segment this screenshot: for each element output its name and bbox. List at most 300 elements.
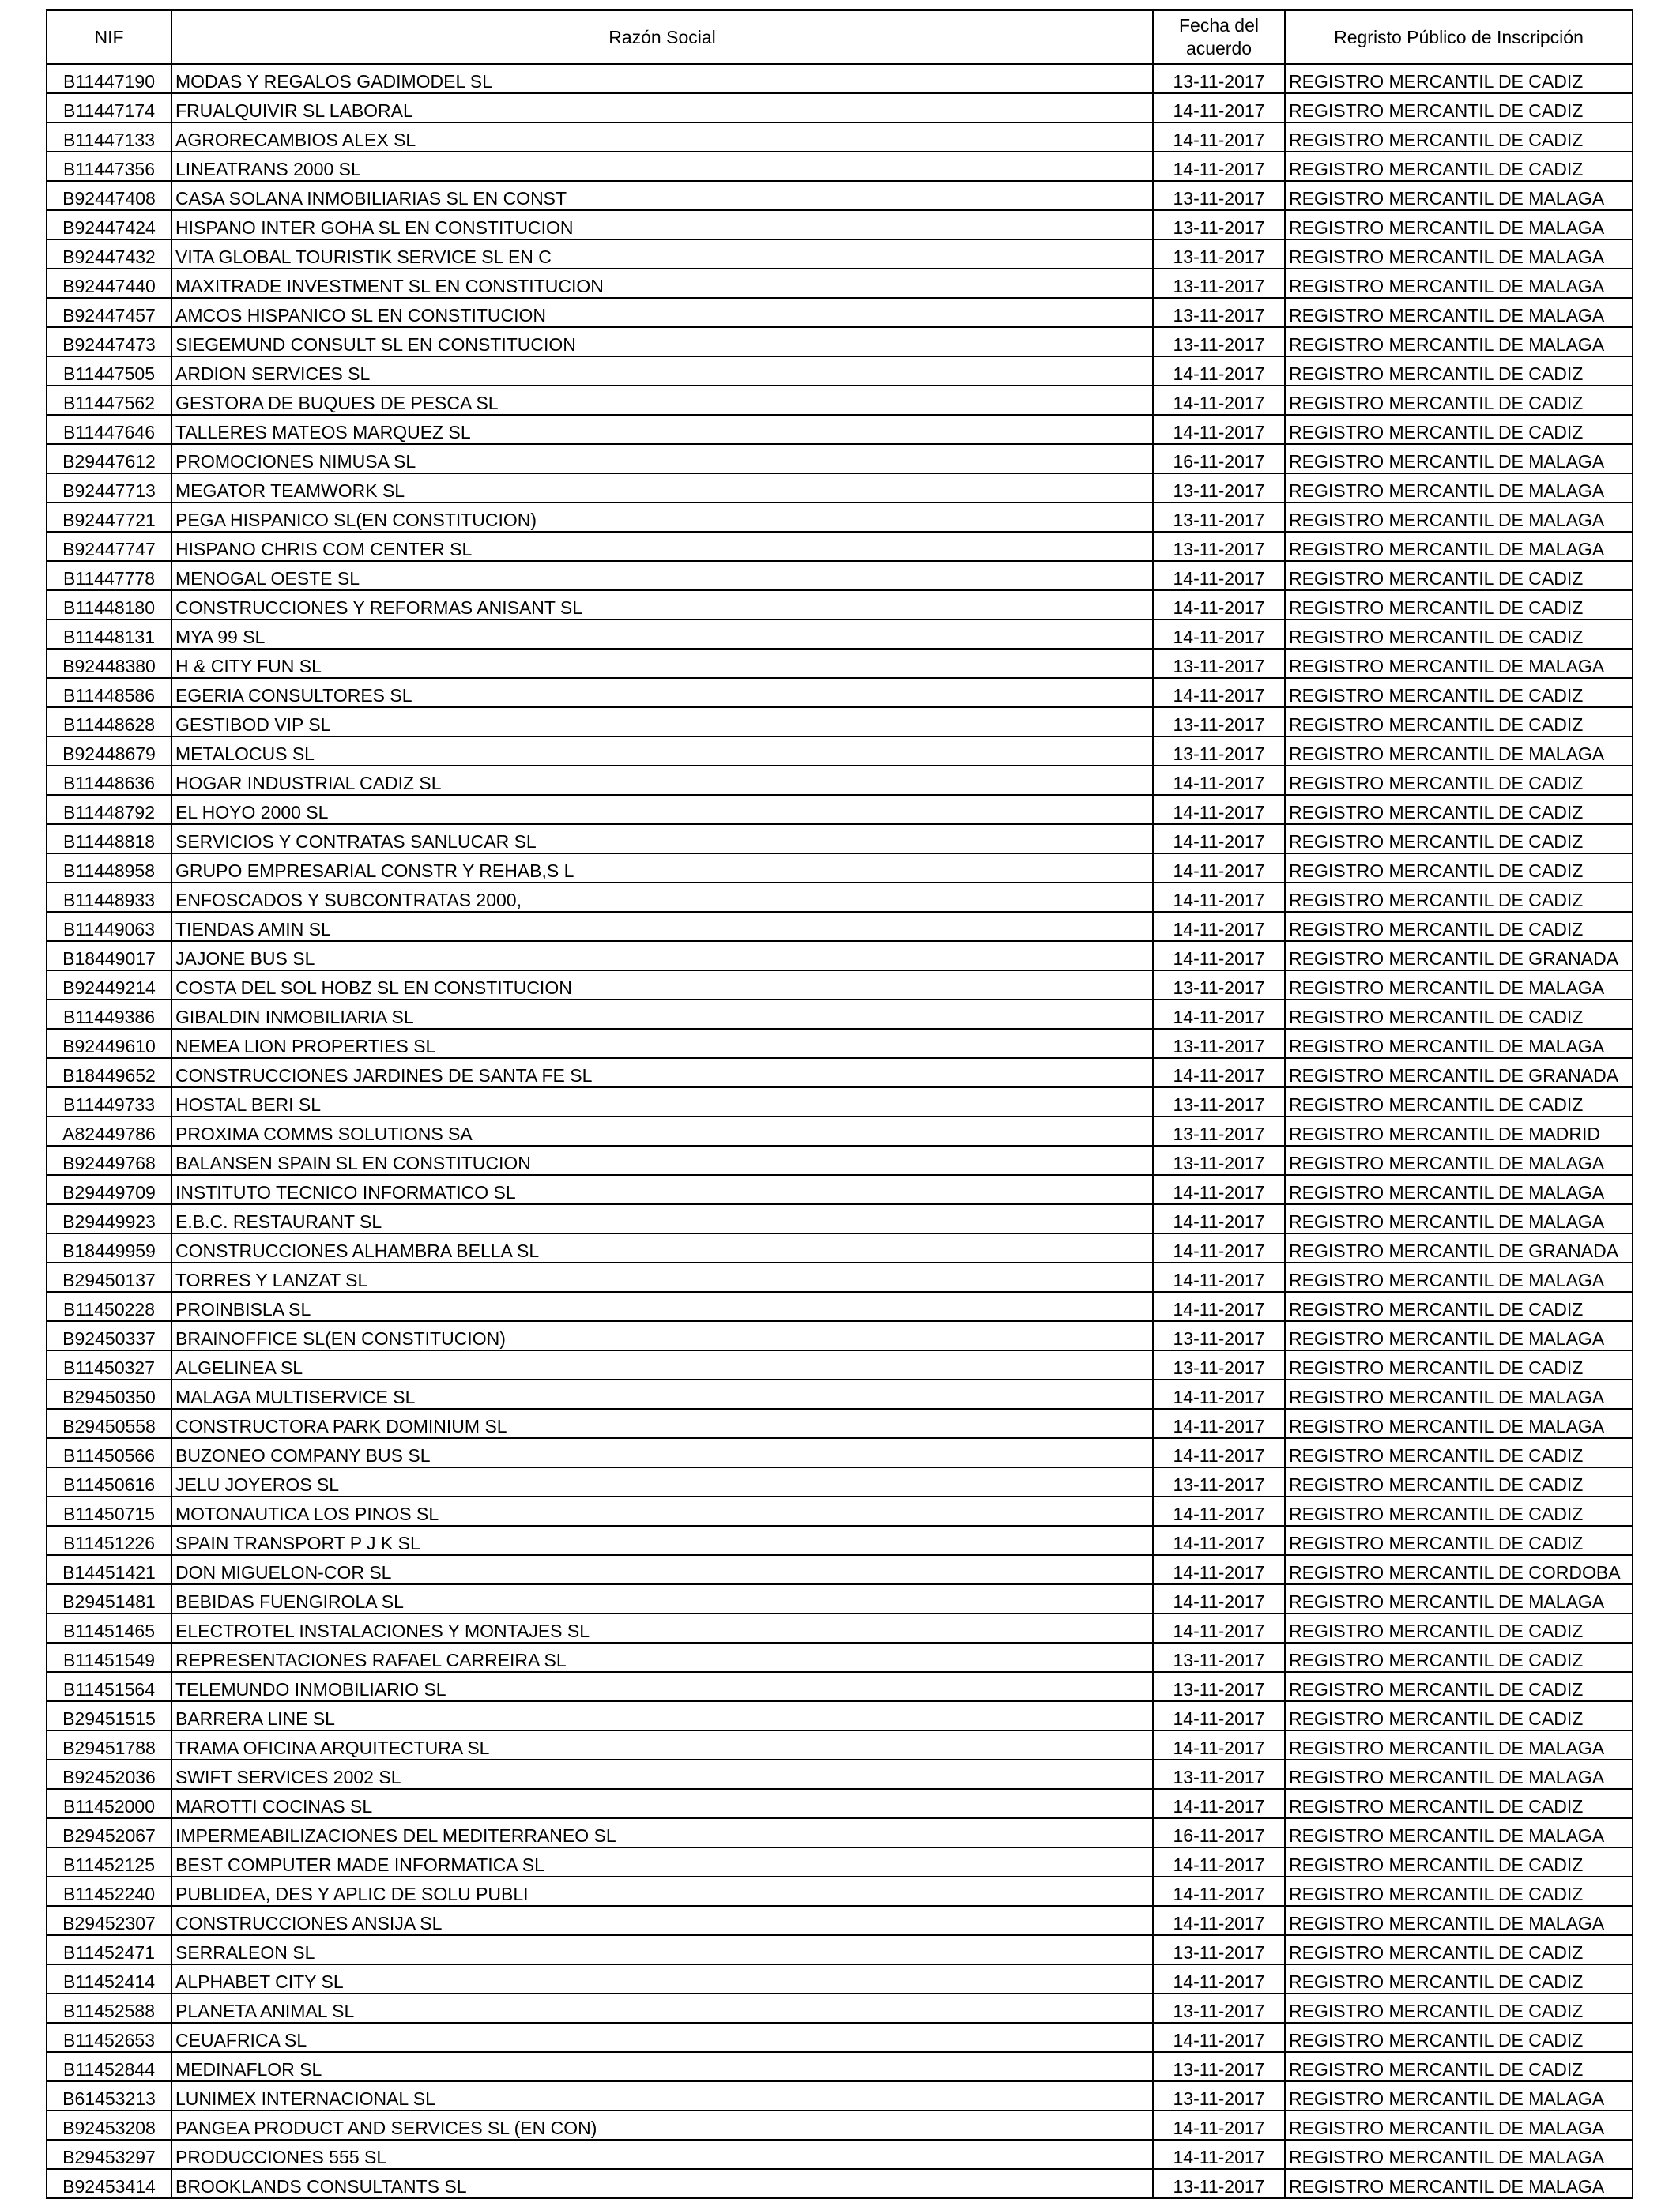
razon-social-cell: PANGEA PRODUCT AND SERVICES SL (EN CON) — [171, 2111, 1153, 2140]
table-row — [47, 444, 1633, 473]
fecha-cell: 14-11-2017 — [1153, 1438, 1285, 1467]
fecha-cell: 13-11-2017 — [1153, 298, 1285, 327]
razon-social-cell: CONSTRUCCIONES Y REFORMAS ANISANT SL — [171, 590, 1153, 619]
razon-social-cell: SERRALEON SL — [171, 1935, 1153, 1964]
fecha-cell: 14-11-2017 — [1153, 912, 1285, 941]
fecha-cell: 13-11-2017 — [1153, 736, 1285, 766]
registro-cell: REGISTRO MERCANTIL DE MALAGA — [1285, 532, 1633, 561]
razon-social-cell: DON MIGUELON-COR SL — [171, 1555, 1153, 1584]
nif-cell: B29450350 — [47, 1380, 171, 1409]
razon-social-cell: NEMEA LION PROPERTIES SL — [171, 1029, 1153, 1058]
header-fecha — [1153, 10, 1285, 64]
nif-cell: B11447174 — [47, 93, 171, 122]
table-row — [47, 1263, 1633, 1292]
fecha-cell: 13-11-2017 — [1153, 1116, 1285, 1146]
nif-cell: B92447721 — [47, 503, 171, 532]
table-row — [47, 1643, 1633, 1672]
fecha-cell: 13-11-2017 — [1153, 1935, 1285, 1964]
registro-cell: REGISTRO MERCANTIL DE MADRID — [1285, 1116, 1633, 1146]
table-row — [47, 766, 1633, 795]
table-row — [47, 1000, 1633, 1029]
table-row — [47, 1292, 1633, 1321]
registro-cell: REGISTRO MERCANTIL DE MALAGA — [1285, 269, 1633, 298]
table-row — [47, 824, 1633, 853]
nif-cell: B11450715 — [47, 1497, 171, 1526]
table-row — [47, 356, 1633, 386]
table-row — [47, 1029, 1633, 1058]
nif-cell: B29447612 — [47, 444, 171, 473]
registro-cell: REGISTRO MERCANTIL DE CADIZ — [1285, 824, 1633, 853]
razon-social-cell: CONSTRUCCIONES ANSIJA SL — [171, 1906, 1153, 1935]
fecha-cell: 14-11-2017 — [1153, 1233, 1285, 1263]
nif-cell: B11449386 — [47, 1000, 171, 1029]
table-row — [47, 707, 1633, 736]
registro-cell: REGISTRO MERCANTIL DE CADIZ — [1285, 1847, 1633, 1877]
table-row — [47, 2111, 1633, 2140]
razon-social-cell: PROMOCIONES NIMUSA SL — [171, 444, 1153, 473]
fecha-cell: 14-11-2017 — [1153, 678, 1285, 707]
table-row — [47, 649, 1633, 678]
nif-cell: B61453213 — [47, 2081, 171, 2111]
registro-cell: REGISTRO MERCANTIL DE CADIZ — [1285, 415, 1633, 444]
table-row — [47, 1497, 1633, 1526]
nif-cell: B11452844 — [47, 2052, 171, 2081]
table-row — [47, 1116, 1633, 1146]
razon-social-cell: BRAINOFFICE SL(EN CONSTITUCION) — [171, 1321, 1153, 1350]
registro-cell: REGISTRO MERCANTIL DE MALAGA — [1285, 298, 1633, 327]
fecha-cell: 14-11-2017 — [1153, 2023, 1285, 2052]
table-row — [47, 736, 1633, 766]
razon-social-cell: MODAS Y REGALOS GADIMODEL SL — [171, 64, 1153, 93]
razon-social-cell: GESTIBOD VIP SL — [171, 707, 1153, 736]
fecha-cell: 14-11-2017 — [1153, 1701, 1285, 1730]
registro-cell: REGISTRO MERCANTIL DE MALAGA — [1285, 1204, 1633, 1233]
header-razon-social: Razón Social — [171, 10, 1153, 64]
fecha-cell: 13-11-2017 — [1153, 2169, 1285, 2198]
nif-cell: B92452036 — [47, 1760, 171, 1789]
table-row — [47, 181, 1633, 210]
nif-cell: B11451564 — [47, 1672, 171, 1701]
registro-cell: REGISTRO MERCANTIL DE GRANADA — [1285, 941, 1633, 970]
nif-cell: B11452000 — [47, 1789, 171, 1818]
nif-cell: B29452307 — [47, 1906, 171, 1935]
fecha-cell: 13-11-2017 — [1153, 210, 1285, 239]
razon-social-cell: CONSTRUCCIONES JARDINES DE SANTA FE SL — [171, 1058, 1153, 1087]
nif-cell: B92453208 — [47, 2111, 171, 2140]
fecha-cell: 14-11-2017 — [1153, 1613, 1285, 1643]
fecha-cell: 13-11-2017 — [1153, 1467, 1285, 1497]
razon-social-cell: PRODUCCIONES 555 SL — [171, 2140, 1153, 2169]
registro-cell: REGISTRO MERCANTIL DE CADIZ — [1285, 1994, 1633, 2023]
nif-cell: B92447424 — [47, 210, 171, 239]
registro-cell: REGISTRO MERCANTIL DE CADIZ — [1285, 356, 1633, 386]
razon-social-cell: E.B.C. RESTAURANT SL — [171, 1204, 1153, 1233]
razon-social-cell: FRUALQUIVIR SL LABORAL — [171, 93, 1153, 122]
registro-cell: REGISTRO MERCANTIL DE CADIZ — [1285, 1000, 1633, 1029]
table-row — [47, 1906, 1633, 1935]
nif-cell: B11447646 — [47, 415, 171, 444]
razon-social-cell: CASA SOLANA INMOBILIARIAS SL EN CONST — [171, 181, 1153, 210]
table-row — [47, 1409, 1633, 1438]
registro-cell: REGISTRO MERCANTIL DE CADIZ — [1285, 64, 1633, 93]
fecha-cell: 14-11-2017 — [1153, 93, 1285, 122]
nif-cell: B29451788 — [47, 1730, 171, 1760]
registro-cell: REGISTRO MERCANTIL DE MALAGA — [1285, 1584, 1633, 1613]
registro-cell: REGISTRO MERCANTIL DE MALAGA — [1285, 2081, 1633, 2111]
table-row — [47, 2140, 1633, 2169]
razon-social-cell: PLANETA ANIMAL SL — [171, 1994, 1153, 2023]
registro-cell: REGISTRO MERCANTIL DE MALAGA — [1285, 649, 1633, 678]
nif-cell: B11448131 — [47, 619, 171, 649]
table-row — [47, 503, 1633, 532]
fecha-cell: 14-11-2017 — [1153, 1526, 1285, 1555]
table-row — [47, 1555, 1633, 1584]
razon-social-cell: GRUPO EMPRESARIAL CONSTR Y REHAB,S L — [171, 853, 1153, 883]
registro-cell: REGISTRO MERCANTIL DE MALAGA — [1285, 1321, 1633, 1350]
razon-social-cell: MEDINAFLOR SL — [171, 2052, 1153, 2081]
razon-social-cell: JAJONE BUS SL — [171, 941, 1153, 970]
nif-cell: B11451226 — [47, 1526, 171, 1555]
fecha-cell: 14-11-2017 — [1153, 883, 1285, 912]
fecha-cell: 14-11-2017 — [1153, 1906, 1285, 1935]
table-row — [47, 2081, 1633, 2111]
nif-cell: B11447133 — [47, 122, 171, 152]
fecha-cell: 13-11-2017 — [1153, 1643, 1285, 1672]
razon-social-cell: HISPANO INTER GOHA SL EN CONSTITUCION — [171, 210, 1153, 239]
header-fecha-label: Fecha del acuerdo — [1178, 15, 1259, 58]
registro-cell: REGISTRO MERCANTIL DE CADIZ — [1285, 853, 1633, 883]
nif-cell: B29452067 — [47, 1818, 171, 1847]
nif-cell: A82449786 — [47, 1116, 171, 1146]
fecha-cell: 14-11-2017 — [1153, 1380, 1285, 1409]
nif-cell: B92448380 — [47, 649, 171, 678]
table-row — [47, 327, 1633, 356]
nif-cell: B11448818 — [47, 824, 171, 853]
table-row — [47, 1087, 1633, 1116]
nif-cell: B18449959 — [47, 1233, 171, 1263]
table-row — [47, 152, 1633, 181]
table-row — [47, 1847, 1633, 1877]
table-row — [47, 1672, 1633, 1701]
registro-cell: REGISTRO MERCANTIL DE CADIZ — [1285, 590, 1633, 619]
table-row — [47, 1730, 1633, 1760]
registry-table — [46, 9, 1633, 2199]
fecha-cell: 14-11-2017 — [1153, 1058, 1285, 1087]
razon-social-cell: ALPHABET CITY SL — [171, 1964, 1153, 1994]
table-row — [47, 853, 1633, 883]
table-row — [47, 1584, 1633, 1613]
table-row — [47, 1204, 1633, 1233]
table-row — [47, 1321, 1633, 1350]
fecha-cell: 13-11-2017 — [1153, 532, 1285, 561]
nif-cell: B11450616 — [47, 1467, 171, 1497]
table-row — [47, 912, 1633, 941]
fecha-cell: 13-11-2017 — [1153, 239, 1285, 269]
registro-cell: REGISTRO MERCANTIL DE CADIZ — [1285, 152, 1633, 181]
registro-cell: REGISTRO MERCANTIL DE CADIZ — [1285, 707, 1633, 736]
registro-cell: REGISTRO MERCANTIL DE MALAGA — [1285, 1760, 1633, 1789]
nif-cell: B11450327 — [47, 1350, 171, 1380]
fecha-cell: 14-11-2017 — [1153, 152, 1285, 181]
registro-cell: REGISTRO MERCANTIL DE MALAGA — [1285, 2111, 1633, 2140]
registro-cell: REGISTRO MERCANTIL DE CADIZ — [1285, 1877, 1633, 1906]
table-row — [47, 970, 1633, 1000]
razon-social-cell: ALGELINEA SL — [171, 1350, 1153, 1380]
table-row — [47, 2023, 1633, 2052]
registro-cell: REGISTRO MERCANTIL DE MALAGA — [1285, 1730, 1633, 1760]
razon-social-cell: SIEGEMUND CONSULT SL EN CONSTITUCION — [171, 327, 1153, 356]
razon-social-cell: SWIFT SERVICES 2002 SL — [171, 1760, 1153, 1789]
nif-cell: B11447778 — [47, 561, 171, 590]
fecha-cell: 13-11-2017 — [1153, 707, 1285, 736]
razon-social-cell: HOSTAL BERI SL — [171, 1087, 1153, 1116]
razon-social-cell: HOGAR INDUSTRIAL CADIZ SL — [171, 766, 1153, 795]
table-row — [47, 590, 1633, 619]
registro-cell: REGISTRO MERCANTIL DE CADIZ — [1285, 1613, 1633, 1643]
table-row — [47, 415, 1633, 444]
nif-cell: B11452240 — [47, 1877, 171, 1906]
fecha-cell: 14-11-2017 — [1153, 1497, 1285, 1526]
fecha-cell: 14-11-2017 — [1153, 356, 1285, 386]
table-row — [47, 561, 1633, 590]
fecha-cell: 13-11-2017 — [1153, 1321, 1285, 1350]
nif-cell: B11451549 — [47, 1643, 171, 1672]
nif-cell: B11448628 — [47, 707, 171, 736]
registro-cell: REGISTRO MERCANTIL DE MALAGA — [1285, 1818, 1633, 1847]
nif-cell: B29449923 — [47, 1204, 171, 1233]
table-row — [47, 1175, 1633, 1204]
fecha-cell: 14-11-2017 — [1153, 824, 1285, 853]
nif-cell: B11449063 — [47, 912, 171, 941]
fecha-cell: 14-11-2017 — [1153, 619, 1285, 649]
razon-social-cell: BROOKLANDS CONSULTANTS SL — [171, 2169, 1153, 2198]
registro-cell: REGISTRO MERCANTIL DE CADIZ — [1285, 1672, 1633, 1701]
nif-cell: B29450137 — [47, 1263, 171, 1292]
nif-cell: B11450566 — [47, 1438, 171, 1467]
table-row — [47, 93, 1633, 122]
razon-social-cell: METALOCUS SL — [171, 736, 1153, 766]
fecha-cell: 14-11-2017 — [1153, 1292, 1285, 1321]
fecha-cell: 14-11-2017 — [1153, 795, 1285, 824]
table-row — [47, 1818, 1633, 1847]
fecha-cell: 14-11-2017 — [1153, 561, 1285, 590]
nif-cell: B11447505 — [47, 356, 171, 386]
razon-social-cell: CEUAFRICA SL — [171, 2023, 1153, 2052]
table-row — [47, 1526, 1633, 1555]
table-row — [47, 122, 1633, 152]
fecha-cell: 14-11-2017 — [1153, 1584, 1285, 1613]
registro-cell: REGISTRO MERCANTIL DE MALAGA — [1285, 1146, 1633, 1175]
registro-cell: REGISTRO MERCANTIL DE CADIZ — [1285, 1438, 1633, 1467]
fecha-cell: 13-11-2017 — [1153, 327, 1285, 356]
razon-social-cell: GESTORA DE BUQUES DE PESCA SL — [171, 386, 1153, 415]
nif-cell: B11452653 — [47, 2023, 171, 2052]
fecha-cell: 14-11-2017 — [1153, 1555, 1285, 1584]
fecha-cell: 13-11-2017 — [1153, 1146, 1285, 1175]
table-row — [47, 239, 1633, 269]
nif-cell: B11452125 — [47, 1847, 171, 1877]
fecha-cell: 14-11-2017 — [1153, 1263, 1285, 1292]
registro-cell: REGISTRO MERCANTIL DE GRANADA — [1285, 1233, 1633, 1263]
registro-cell: REGISTRO MERCANTIL DE CADIZ — [1285, 1526, 1633, 1555]
fecha-cell: 14-11-2017 — [1153, 1175, 1285, 1204]
razon-social-cell: BUZONEO COMPANY BUS SL — [171, 1438, 1153, 1467]
fecha-cell: 14-11-2017 — [1153, 853, 1285, 883]
nif-cell: B11448636 — [47, 766, 171, 795]
registro-cell: REGISTRO MERCANTIL DE MALAGA — [1285, 1263, 1633, 1292]
fecha-cell: 13-11-2017 — [1153, 1994, 1285, 2023]
nif-cell: B14451421 — [47, 1555, 171, 1584]
razon-social-cell: MAXITRADE INVESTMENT SL EN CONSTITUCION — [171, 269, 1153, 298]
razon-social-cell: HISPANO CHRIS COM CENTER SL — [171, 532, 1153, 561]
table-row — [47, 1760, 1633, 1789]
registro-cell: REGISTRO MERCANTIL DE MALAGA — [1285, 210, 1633, 239]
table-row — [47, 1350, 1633, 1380]
registro-cell: REGISTRO MERCANTIL DE CADIZ — [1285, 386, 1633, 415]
razon-social-cell: BEBIDAS FUENGIROLA SL — [171, 1584, 1153, 1613]
razon-social-cell: MOTONAUTICA LOS PINOS SL — [171, 1497, 1153, 1526]
nif-cell: B18449017 — [47, 941, 171, 970]
registro-cell: REGISTRO MERCANTIL DE CORDOBA — [1285, 1555, 1633, 1584]
fecha-cell: 13-11-2017 — [1153, 64, 1285, 93]
table-row — [47, 210, 1633, 239]
razon-social-cell: COSTA DEL SOL HOBZ SL EN CONSTITUCION — [171, 970, 1153, 1000]
nif-cell: B11448958 — [47, 853, 171, 883]
razon-social-cell: MALAGA MULTISERVICE SL — [171, 1380, 1153, 1409]
fecha-cell: 13-11-2017 — [1153, 649, 1285, 678]
table-row — [47, 1146, 1633, 1175]
table-row — [47, 1233, 1633, 1263]
razon-social-cell: REPRESENTACIONES RAFAEL CARREIRA SL — [171, 1643, 1153, 1672]
registro-cell: REGISTRO MERCANTIL DE CADIZ — [1285, 1350, 1633, 1380]
nif-cell: B18449652 — [47, 1058, 171, 1087]
razon-social-cell: AGRORECAMBIOS ALEX SL — [171, 122, 1153, 152]
registro-cell: REGISTRO MERCANTIL DE MALAGA — [1285, 473, 1633, 503]
table-row — [47, 1058, 1633, 1087]
table-row — [47, 619, 1633, 649]
nif-cell: B11448792 — [47, 795, 171, 824]
razon-social-cell: ENFOSCADOS Y SUBCONTRATAS 2000, — [171, 883, 1153, 912]
fecha-cell: 13-11-2017 — [1153, 1672, 1285, 1701]
table-row — [47, 678, 1633, 707]
registro-cell: REGISTRO MERCANTIL DE CADIZ — [1285, 2052, 1633, 2081]
registro-cell: REGISTRO MERCANTIL DE CADIZ — [1285, 1087, 1633, 1116]
registro-cell: REGISTRO MERCANTIL DE CADIZ — [1285, 1292, 1633, 1321]
nif-cell: B92449610 — [47, 1029, 171, 1058]
nif-cell: B92447747 — [47, 532, 171, 561]
nif-cell: B11452588 — [47, 1994, 171, 2023]
table-row — [47, 1701, 1633, 1730]
registro-cell: REGISTRO MERCANTIL DE CADIZ — [1285, 1789, 1633, 1818]
fecha-cell: 16-11-2017 — [1153, 1818, 1285, 1847]
nif-cell: B92447408 — [47, 181, 171, 210]
registro-cell: REGISTRO MERCANTIL DE MALAGA — [1285, 181, 1633, 210]
razon-social-cell: LINEATRANS 2000 SL — [171, 152, 1153, 181]
razon-social-cell: TRAMA OFICINA ARQUITECTURA SL — [171, 1730, 1153, 1760]
registro-cell: REGISTRO MERCANTIL DE MALAGA — [1285, 1029, 1633, 1058]
razon-social-cell: PEGA HISPANICO SL(EN CONSTITUCION) — [171, 503, 1153, 532]
razon-social-cell: H & CITY FUN SL — [171, 649, 1153, 678]
table-row — [47, 2169, 1633, 2198]
table-row — [47, 1789, 1633, 1818]
razon-social-cell: GIBALDIN INMOBILIARIA SL — [171, 1000, 1153, 1029]
fecha-cell: 14-11-2017 — [1153, 1847, 1285, 1877]
table-body — [47, 64, 1633, 2198]
fecha-cell: 14-11-2017 — [1153, 1877, 1285, 1906]
nif-cell: B11452471 — [47, 1935, 171, 1964]
registro-cell: REGISTRO MERCANTIL DE MALAGA — [1285, 239, 1633, 269]
nif-cell: B92447457 — [47, 298, 171, 327]
table-row — [47, 1994, 1633, 2023]
razon-social-cell: CONSTRUCCIONES ALHAMBRA BELLA SL — [171, 1233, 1153, 1263]
table-row — [47, 1467, 1633, 1497]
registro-cell: REGISTRO MERCANTIL DE MALAGA — [1285, 1409, 1633, 1438]
razon-social-cell: MENOGAL OESTE SL — [171, 561, 1153, 590]
registro-cell: REGISTRO MERCANTIL DE CADIZ — [1285, 2023, 1633, 2052]
nif-cell: B92447713 — [47, 473, 171, 503]
nif-cell: B11449733 — [47, 1087, 171, 1116]
razon-social-cell: TALLERES MATEOS MARQUEZ SL — [171, 415, 1153, 444]
razon-social-cell: LUNIMEX INTERNACIONAL SL — [171, 2081, 1153, 2111]
razon-social-cell: PROXIMA COMMS SOLUTIONS SA — [171, 1116, 1153, 1146]
registro-cell: REGISTRO MERCANTIL DE MALAGA — [1285, 327, 1633, 356]
nif-cell: B92447473 — [47, 327, 171, 356]
registro-cell: REGISTRO MERCANTIL DE CADIZ — [1285, 795, 1633, 824]
razon-social-cell: MAROTTI COCINAS SL — [171, 1789, 1153, 1818]
razon-social-cell: MEGATOR TEAMWORK SL — [171, 473, 1153, 503]
fecha-cell: 13-11-2017 — [1153, 181, 1285, 210]
razon-social-cell: TELEMUNDO INMOBILIARIO SL — [171, 1672, 1153, 1701]
nif-cell: B11448180 — [47, 590, 171, 619]
razon-social-cell: PROINBISLA SL — [171, 1292, 1153, 1321]
razon-social-cell: SPAIN TRANSPORT P J K SL — [171, 1526, 1153, 1555]
fecha-cell: 13-11-2017 — [1153, 2052, 1285, 2081]
razon-social-cell: CONSTRUCTORA PARK DOMINIUM SL — [171, 1409, 1153, 1438]
registro-cell: REGISTRO MERCANTIL DE CADIZ — [1285, 1497, 1633, 1526]
header-registro: Regristo Público de Inscripción — [1285, 10, 1633, 64]
nif-cell: B11448586 — [47, 678, 171, 707]
nif-cell: B29451515 — [47, 1701, 171, 1730]
nif-cell: B92449768 — [47, 1146, 171, 1175]
fecha-cell: 14-11-2017 — [1153, 590, 1285, 619]
table-row — [47, 473, 1633, 503]
fecha-cell: 13-11-2017 — [1153, 1029, 1285, 1058]
registro-cell: REGISTRO MERCANTIL DE GRANADA — [1285, 1058, 1633, 1087]
registro-cell: REGISTRO MERCANTIL DE CADIZ — [1285, 1935, 1633, 1964]
nif-cell: B29453297 — [47, 2140, 171, 2169]
fecha-cell: 13-11-2017 — [1153, 473, 1285, 503]
fecha-cell: 14-11-2017 — [1153, 1789, 1285, 1818]
nif-cell: B11451465 — [47, 1613, 171, 1643]
fecha-cell: 13-11-2017 — [1153, 1087, 1285, 1116]
table-row — [47, 2052, 1633, 2081]
table-row — [47, 941, 1633, 970]
razon-social-cell: MYA 99 SL — [171, 619, 1153, 649]
nif-cell: B29449709 — [47, 1175, 171, 1204]
fecha-cell: 13-11-2017 — [1153, 970, 1285, 1000]
registro-cell: REGISTRO MERCANTIL DE MALAGA — [1285, 1175, 1633, 1204]
table-row — [47, 795, 1633, 824]
registro-cell: REGISTRO MERCANTIL DE MALAGA — [1285, 2169, 1633, 2198]
nif-cell: B11447562 — [47, 386, 171, 415]
registro-cell: REGISTRO MERCANTIL DE CADIZ — [1285, 1701, 1633, 1730]
fecha-cell: 14-11-2017 — [1153, 122, 1285, 152]
nif-cell: B11452414 — [47, 1964, 171, 1994]
nif-cell: B11447190 — [47, 64, 171, 93]
fecha-cell: 13-11-2017 — [1153, 503, 1285, 532]
razon-social-cell: EGERIA CONSULTORES SL — [171, 678, 1153, 707]
razon-social-cell: VITA GLOBAL TOURISTIK SERVICE SL EN C — [171, 239, 1153, 269]
